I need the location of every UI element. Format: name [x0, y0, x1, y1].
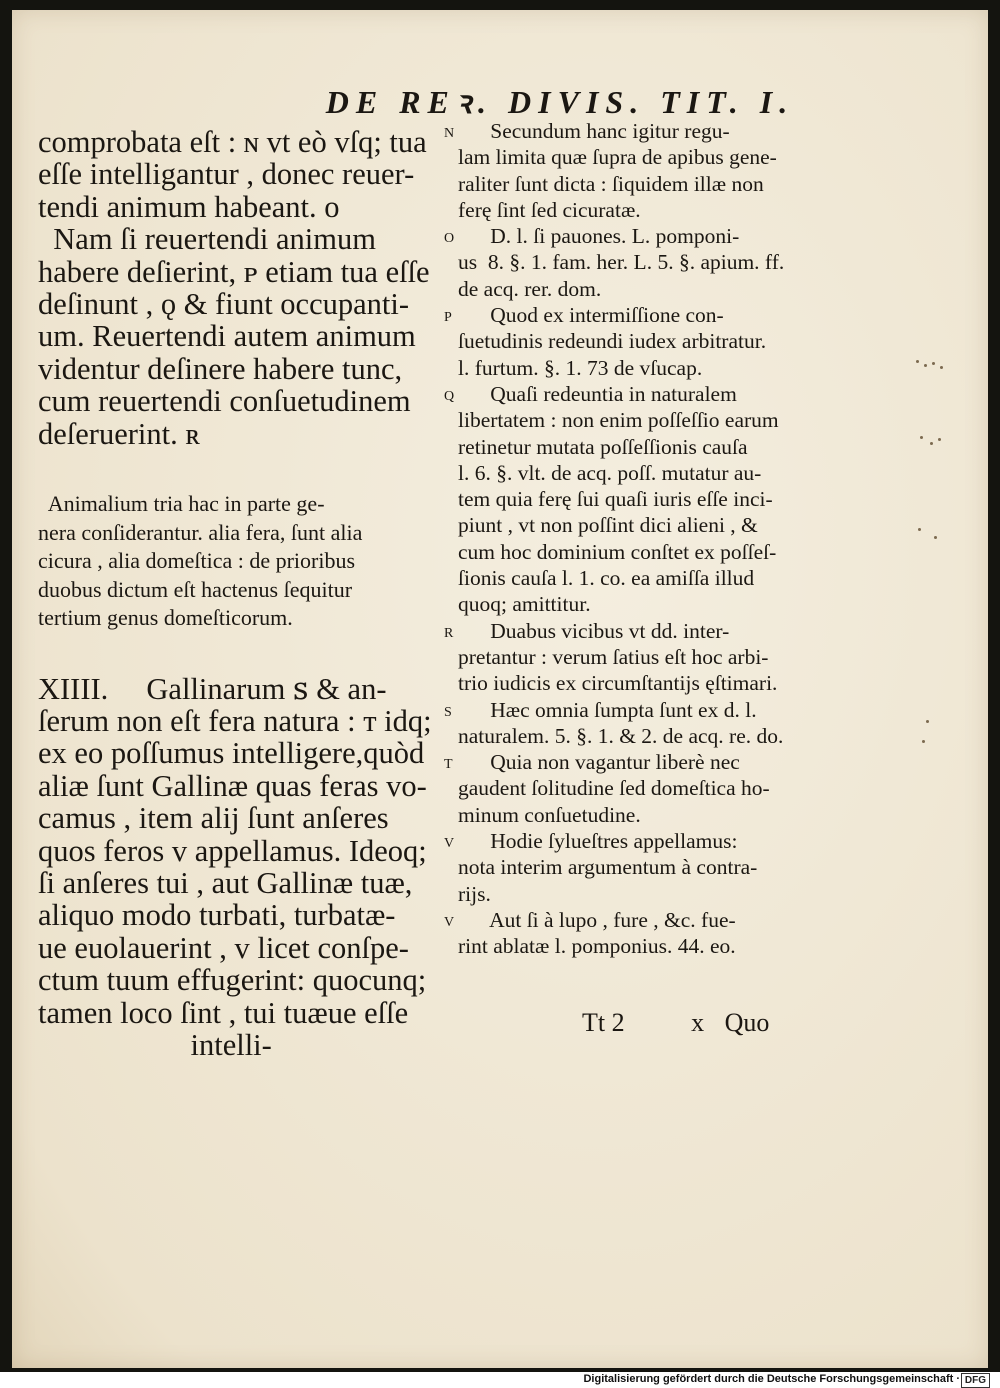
note-text: minum conſuetudine. — [458, 802, 641, 827]
spacer — [38, 633, 454, 673]
note-line — [444, 670, 864, 696]
note-letter: P — [444, 310, 453, 326]
note-line — [444, 539, 864, 565]
note-text: Quaſi redeuntia in naturalem — [458, 381, 737, 406]
note-line — [444, 775, 864, 801]
text-line: deſeruerint. ʀ — [38, 416, 201, 451]
text-line: tendi animum habeant. ᴏ — [38, 189, 340, 224]
note-text: piunt , vt non poſſint dici alieni , & — [458, 513, 758, 538]
note-line — [444, 328, 864, 354]
note-line — [444, 749, 864, 775]
note-text: libertatem : non enim poſſeſſio earum — [458, 408, 779, 433]
note-text: Hæc omnia ſumpta ſunt ex d. l. — [458, 697, 757, 722]
text-line: aliæ ſunt Gallinæ quas feras vo- — [38, 768, 427, 803]
main-text-column — [38, 126, 454, 1061]
text-line: tamen loco ſint , tui tuæue eſſe — [38, 995, 409, 1030]
catchline — [582, 1008, 769, 1038]
spacer — [38, 450, 454, 490]
text-line: ue euolauerint , ᴠ licet conſpe- — [38, 930, 409, 965]
note-letter: Q — [444, 388, 456, 404]
note-line — [444, 381, 864, 407]
note-text: naturalem. 5. §. 1. & 2. de acq. re. do. — [458, 723, 784, 748]
note-text: quoq; amittitur. — [458, 592, 591, 617]
note-line — [444, 460, 864, 486]
text-line: ctum tuum effugerint: quocunq; — [38, 963, 427, 998]
text-line: um. Reuertendi autem animum — [38, 319, 416, 354]
note-line — [444, 697, 864, 723]
note-text: gaudent ſolitudine ſed domeſtica ho- — [458, 776, 770, 801]
note-text: nota interim argumentum à contra- — [458, 855, 758, 880]
text-line: eſſe intelligantur , donec reuer- — [38, 157, 415, 192]
text-line: quos feros ᴠ appellamus. Ideoq; — [38, 833, 427, 868]
note-letter: N — [444, 126, 456, 141]
note-line — [444, 907, 864, 933]
note-text: ferę ſint ſed cicuratæ. — [458, 197, 641, 222]
note-text: lam limita quæ ſupra de apibus gene- — [458, 145, 777, 170]
note-line — [444, 118, 864, 144]
section-summary — [38, 490, 454, 633]
summary-line: cicura , alia domeſtica : de prioribus — [38, 548, 356, 574]
note-line — [444, 618, 864, 644]
note-text: trio iudicis ex circumſtantijs ęſtimari. — [458, 671, 778, 696]
note-text: l. furtum. §. 1. 73 de vſucap. — [458, 355, 703, 380]
note-line — [444, 434, 864, 460]
text-line: aliquo modo turbati, turbatæ- — [38, 898, 396, 933]
text-line: intelli- — [38, 1028, 272, 1063]
note-text: raliter ſunt dicta : ſiquidem illæ non — [458, 171, 764, 196]
paragraph-2 — [38, 223, 454, 450]
note-text: rijs. — [458, 881, 491, 906]
note-text: cum hoc dominium conſtet ex poſſeſ- — [458, 539, 777, 564]
catch-mark: x — [691, 1008, 705, 1037]
note-text: Duabus vicibus vt dd. inter- — [458, 618, 730, 643]
note-letter: V — [444, 914, 456, 930]
text-line: Nam ſi reuertendi animum — [38, 222, 376, 257]
note-line — [444, 197, 864, 223]
summary-line: duobus dictum eſt hactenus ſequitur — [38, 576, 353, 602]
note-text: Quod ex intermiſſione con- — [458, 303, 724, 328]
catchword: Quo — [724, 1008, 770, 1037]
note-line — [444, 223, 864, 249]
text-line: ex eo poſſumus intelligere,quòd — [38, 736, 425, 771]
note-text: retinetur mutata poſſeſſionis cauſa — [458, 434, 748, 459]
note-line — [444, 486, 864, 512]
note-letter: O — [444, 231, 456, 247]
signature-mark: Tt 2 — [582, 1008, 625, 1037]
note-text: Hodie ſylueſtres appellamus: — [458, 829, 738, 854]
text-line: XIIII. Gallinarum ꜱ & an- — [38, 671, 387, 706]
text-line: ſi anſeres tui , aut Gallinæ tuæ, — [38, 866, 413, 900]
summary-line: Animalium tria hac in parte ge- — [38, 491, 325, 517]
note-line — [444, 171, 864, 197]
note-line — [444, 276, 864, 302]
note-text: Quia non vagantur liberè nec — [458, 750, 740, 775]
note-text: de acq. rer. dom. — [458, 276, 602, 301]
paragraph-1 — [38, 126, 454, 223]
note-line — [444, 565, 864, 591]
page-edge-specks — [912, 340, 952, 1040]
note-line — [444, 881, 864, 907]
dfg-logo: DFG — [961, 1373, 990, 1388]
text-line: ſerum non eſt fera natura : ᴛ idq; — [38, 703, 432, 738]
note-line — [444, 591, 864, 617]
note-text: us 8. §. 1. fam. her. L. 5. §. apium. ff. — [458, 250, 785, 275]
note-line — [444, 144, 864, 170]
note-text: l. 6. §. vlt. de acq. poſſ. mutatur au- — [458, 460, 762, 485]
note-letter: V — [444, 836, 456, 852]
text-line: videntur deſinere habere tunc, — [38, 351, 403, 386]
note-line — [444, 512, 864, 538]
note-line — [444, 644, 864, 670]
text-line: camus , item alij ſunt anſeres — [38, 801, 389, 836]
note-text: tem quia ferę ſui quaſi iuris eſſe inci- — [458, 487, 773, 512]
note-line — [444, 828, 864, 854]
note-text: rint ablatæ l. pomponius. 44. eo. — [458, 934, 736, 959]
text-line: cum reuertendi conſuetudinem — [38, 384, 411, 419]
marginal-notes-column — [444, 118, 864, 960]
summary-line: nera conſiderantur. alia fera, ſunt alia — [38, 519, 363, 545]
note-text: Secundum hanc igitur regu- — [458, 119, 730, 143]
note-text: pretantur : verum ſatius eſt hoc arbi- — [458, 644, 769, 669]
text-line: habere deſierint, ᴘ etiam tua eſſe — [38, 254, 430, 289]
note-line — [444, 854, 864, 880]
summary-line: tertium genus domeſticorum. — [38, 605, 293, 631]
text-line: comprobata eſt : ɴ vt eò vſq; tua — [38, 125, 427, 159]
note-text: ſionis cauſa l. 1. co. ea amiſſa illud — [458, 566, 755, 591]
note-line — [444, 723, 864, 749]
text-line: deſinunt , ǫ & fiunt occupanti- — [38, 287, 410, 322]
funding-credit: Digitalisierung gefördert durch die Deutsche Forschungsgemeinschaft · — [583, 1373, 960, 1385]
note-line — [444, 355, 864, 381]
note-text: ſuetudinis redeundi iudex arbitratur. — [458, 329, 767, 354]
running-head: DE REꝛ. DIVIS. TIT. I. — [325, 84, 795, 120]
note-text: D. l. ſi pauones. L. pomponi- — [458, 224, 740, 249]
note-line — [444, 933, 864, 959]
note-line — [444, 802, 864, 828]
note-letter: S — [444, 704, 453, 720]
note-line — [444, 249, 864, 275]
note-line — [444, 407, 864, 433]
note-text: Aut ſi à lupo , fure , &c. fue- — [458, 907, 736, 932]
paragraph-3 — [38, 673, 454, 1062]
note-line — [444, 302, 864, 328]
note-letter: R — [444, 625, 455, 641]
note-letter: T — [444, 757, 454, 773]
book-page — [12, 10, 988, 1368]
